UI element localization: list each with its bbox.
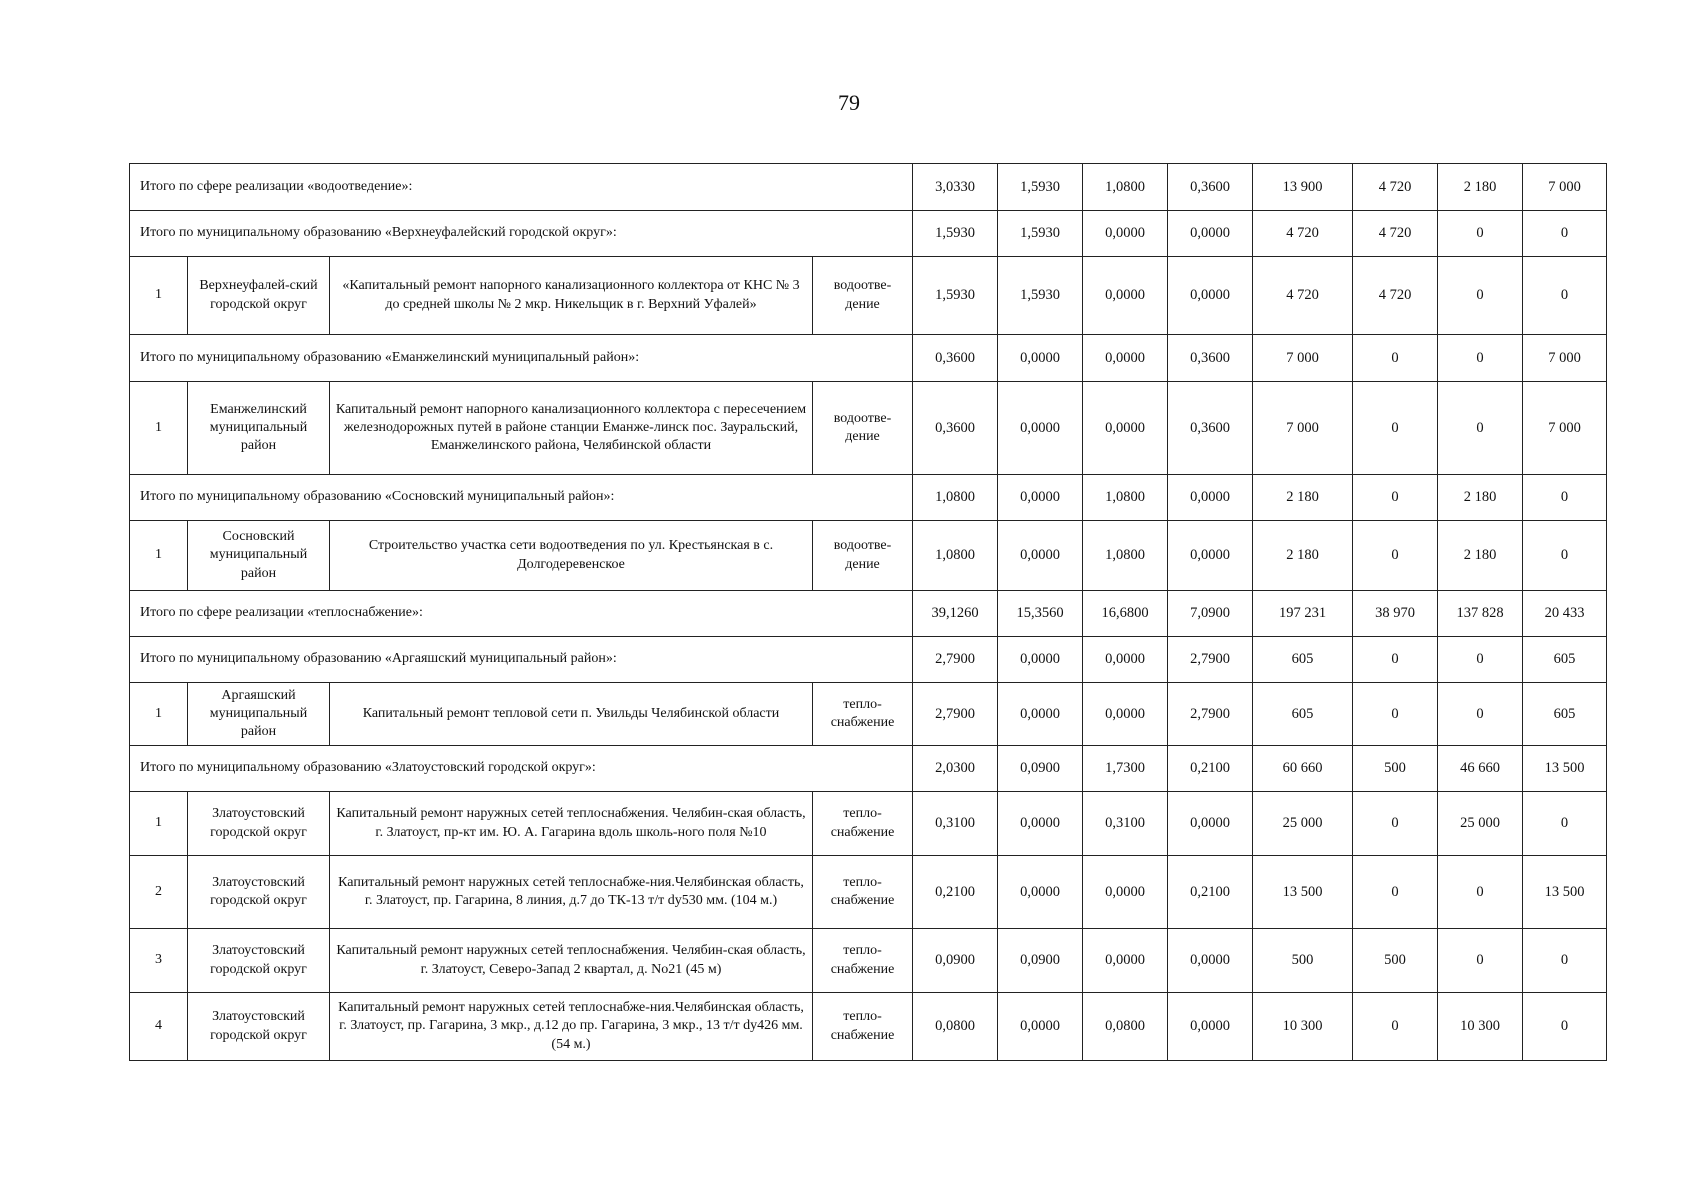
value-cell: 0,0000 <box>1168 792 1253 856</box>
project-description: Капитальный ремонт напорного канализационного коллектора с пересечением железнодорожных путей в районе станции Еманже-линск пос. Зауральский, Еманжелинского района, Челябинской области <box>330 382 813 475</box>
value-cell: 0 <box>1523 257 1607 335</box>
value-cell: 0,0000 <box>998 792 1083 856</box>
summary-label: Итого по сфере реализации «теплоснабжение»: <box>130 591 913 637</box>
project-description: Капитальный ремонт наружных сетей теплоснабже-ния.Челябинская область, г. Златоуст, пр. Гагарина, 3 мкр., д.12 до пр. Гагарина, 3 мкр., 13 т/т dy426 мм. (54 м.) <box>330 993 813 1061</box>
value-cell: 13 500 <box>1523 746 1607 792</box>
value-cell: 0,3100 <box>913 792 998 856</box>
row-number: 1 <box>130 257 188 335</box>
value-cell: 0,0000 <box>998 993 1083 1061</box>
value-cell: 0 <box>1523 475 1607 521</box>
value-cell: 3,0330 <box>913 164 998 211</box>
value-cell: 1,5930 <box>913 211 998 257</box>
value-cell: 0,3100 <box>1083 792 1168 856</box>
sphere-name: тепло-снабжение <box>813 792 913 856</box>
value-cell: 0 <box>1353 521 1438 591</box>
value-cell: 0 <box>1353 335 1438 382</box>
value-cell: 1,5930 <box>998 257 1083 335</box>
item-row <box>130 929 1607 993</box>
value-cell: 0,0000 <box>1083 382 1168 475</box>
value-cell: 0,0000 <box>1083 257 1168 335</box>
value-cell: 10 300 <box>1438 993 1523 1061</box>
value-cell: 2 180 <box>1438 521 1523 591</box>
municipality-name: Верхнеуфалей-ский городской округ <box>188 257 330 335</box>
value-cell: 0,3600 <box>913 335 998 382</box>
value-cell: 0 <box>1438 335 1523 382</box>
summary-row <box>130 335 1607 382</box>
row-number: 1 <box>130 382 188 475</box>
summary-label: Итого по муниципальному образованию «Сосновский муниципальный район»: <box>130 475 913 521</box>
value-cell: 500 <box>1253 929 1353 993</box>
value-cell: 0,0000 <box>998 856 1083 929</box>
value-cell: 13 500 <box>1523 856 1607 929</box>
value-cell: 0,0000 <box>1168 211 1253 257</box>
value-cell: 7 000 <box>1523 164 1607 211</box>
value-cell: 2,0300 <box>913 746 998 792</box>
summary-label: Итого по муниципальному образованию «Златоустовский городской округ»: <box>130 746 913 792</box>
summary-row <box>130 591 1607 637</box>
value-cell: 0,3600 <box>1168 164 1253 211</box>
value-cell: 0 <box>1438 929 1523 993</box>
value-cell: 7 000 <box>1523 382 1607 475</box>
value-cell: 13 500 <box>1253 856 1353 929</box>
row-number: 4 <box>130 993 188 1061</box>
program-table <box>129 163 1607 1061</box>
sphere-name: тепло-снабжение <box>813 929 913 993</box>
item-row <box>130 993 1607 1061</box>
value-cell: 0 <box>1438 257 1523 335</box>
value-cell: 4 720 <box>1253 211 1353 257</box>
value-cell: 0 <box>1353 856 1438 929</box>
municipality-name: Златоустовский городской округ <box>188 993 330 1061</box>
value-cell: 0,0000 <box>1083 335 1168 382</box>
item-row <box>130 683 1607 746</box>
value-cell: 1,0800 <box>1083 475 1168 521</box>
municipality-name: Златоустовский городской округ <box>188 792 330 856</box>
value-cell: 0,0000 <box>1083 683 1168 746</box>
value-cell: 7 000 <box>1523 335 1607 382</box>
value-cell: 0 <box>1353 792 1438 856</box>
value-cell: 2 180 <box>1253 475 1353 521</box>
value-cell: 0 <box>1438 856 1523 929</box>
value-cell: 0 <box>1523 211 1607 257</box>
value-cell: 0,0000 <box>998 335 1083 382</box>
value-cell: 605 <box>1253 683 1353 746</box>
value-cell: 0,0000 <box>998 382 1083 475</box>
value-cell: 0,2100 <box>1168 856 1253 929</box>
value-cell: 2 180 <box>1253 521 1353 591</box>
value-cell: 2 180 <box>1438 164 1523 211</box>
project-description: Строительство участка сети водоотведения по ул. Крестьянская в с. Долгодеревенское <box>330 521 813 591</box>
value-cell: 38 970 <box>1353 591 1438 637</box>
value-cell: 16,6800 <box>1083 591 1168 637</box>
value-cell: 1,0800 <box>1083 164 1168 211</box>
value-cell: 4 720 <box>1353 211 1438 257</box>
value-cell: 0 <box>1523 792 1607 856</box>
value-cell: 0,0900 <box>998 746 1083 792</box>
value-cell: 605 <box>1523 683 1607 746</box>
value-cell: 0 <box>1353 993 1438 1061</box>
value-cell: 46 660 <box>1438 746 1523 792</box>
value-cell: 0,0000 <box>1083 211 1168 257</box>
value-cell: 2,7900 <box>1168 683 1253 746</box>
summary-row <box>130 746 1607 792</box>
summary-row <box>130 164 1607 211</box>
value-cell: 0 <box>1353 382 1438 475</box>
value-cell: 1,5930 <box>913 257 998 335</box>
value-cell: 1,7300 <box>1083 746 1168 792</box>
value-cell: 500 <box>1353 746 1438 792</box>
value-cell: 1,5930 <box>998 211 1083 257</box>
municipality-name: Сосновский муниципальный район <box>188 521 330 591</box>
municipality-name: Златоустовский городской округ <box>188 856 330 929</box>
value-cell: 2,7900 <box>913 637 998 683</box>
item-row <box>130 792 1607 856</box>
value-cell: 0 <box>1353 475 1438 521</box>
value-cell: 0,0000 <box>1083 929 1168 993</box>
value-cell: 15,3560 <box>998 591 1083 637</box>
value-cell: 0,0000 <box>998 637 1083 683</box>
value-cell: 0 <box>1353 637 1438 683</box>
value-cell: 0,0000 <box>1168 257 1253 335</box>
value-cell: 0 <box>1438 382 1523 475</box>
project-description: Капитальный ремонт тепловой сети п. Увильды Челябинской области <box>330 683 813 746</box>
value-cell: 60 660 <box>1253 746 1353 792</box>
value-cell: 500 <box>1353 929 1438 993</box>
value-cell: 0,0000 <box>1168 521 1253 591</box>
value-cell: 0 <box>1438 637 1523 683</box>
value-cell: 2,7900 <box>913 683 998 746</box>
sphere-name: тепло-снабжение <box>813 856 913 929</box>
value-cell: 0,0000 <box>1168 475 1253 521</box>
value-cell: 0,0800 <box>913 993 998 1061</box>
page-number: 79 <box>838 90 860 115</box>
value-cell: 0,0000 <box>1083 856 1168 929</box>
sphere-name: тепло-снабжение <box>813 993 913 1061</box>
row-number: 2 <box>130 856 188 929</box>
summary-row <box>130 211 1607 257</box>
sphere-name: тепло-снабжение <box>813 683 913 746</box>
sphere-name: водоотве-дение <box>813 382 913 475</box>
summary-label: Итого по муниципальному образованию «Верхнеуфалейский городской округ»: <box>130 211 913 257</box>
value-cell: 0,2100 <box>1168 746 1253 792</box>
value-cell: 20 433 <box>1523 591 1607 637</box>
value-cell: 10 300 <box>1253 993 1353 1061</box>
value-cell: 197 231 <box>1253 591 1353 637</box>
item-row <box>130 521 1607 591</box>
value-cell: 0,0900 <box>998 929 1083 993</box>
value-cell: 25 000 <box>1253 792 1353 856</box>
project-description: Капитальный ремонт наружных сетей теплоснабжения. Челябин-ская область, г. Златоуст, пр-кт им. Ю. А. Гагарина вдоль школь-ного поля №10 <box>330 792 813 856</box>
value-cell: 7 000 <box>1253 335 1353 382</box>
value-cell: 0 <box>1438 211 1523 257</box>
value-cell: 0,0000 <box>1083 637 1168 683</box>
row-number: 1 <box>130 683 188 746</box>
project-description: Капитальный ремонт наружных сетей теплоснабжения. Челябин-ская область, г. Златоуст, Северо-Запад 2 квартал, д. No21 (45 м) <box>330 929 813 993</box>
item-row <box>130 856 1607 929</box>
value-cell: 39,1260 <box>913 591 998 637</box>
value-cell: 0 <box>1523 929 1607 993</box>
value-cell: 137 828 <box>1438 591 1523 637</box>
value-cell: 0 <box>1353 683 1438 746</box>
sphere-name: водоотве-дение <box>813 257 913 335</box>
summary-label: Итого по муниципальному образованию «Еманжелинский муниципальный район»: <box>130 335 913 382</box>
value-cell: 0,0000 <box>998 521 1083 591</box>
value-cell: 0,0800 <box>1083 993 1168 1061</box>
project-description: Капитальный ремонт наружных сетей теплоснабже-ния.Челябинская область, г. Златоуст, пр. Гагарина, 8 линия, д.7 до ТК-13 т/т dy530 мм. (104 м.) <box>330 856 813 929</box>
value-cell: 0 <box>1523 521 1607 591</box>
value-cell: 0,0900 <box>913 929 998 993</box>
value-cell: 2,7900 <box>1168 637 1253 683</box>
value-cell: 605 <box>1253 637 1353 683</box>
value-cell: 2 180 <box>1438 475 1523 521</box>
summary-row <box>130 637 1607 683</box>
sphere-name: водоотве-дение <box>813 521 913 591</box>
value-cell: 4 720 <box>1353 257 1438 335</box>
value-cell: 7 000 <box>1253 382 1353 475</box>
value-cell: 4 720 <box>1353 164 1438 211</box>
municipality-name: Еманжелинский муниципальный район <box>188 382 330 475</box>
value-cell: 0,3600 <box>913 382 998 475</box>
value-cell: 1,5930 <box>998 164 1083 211</box>
value-cell: 4 720 <box>1253 257 1353 335</box>
value-cell: 0 <box>1523 993 1607 1061</box>
value-cell: 1,0800 <box>913 521 998 591</box>
summary-row <box>130 475 1607 521</box>
value-cell: 0,0000 <box>998 475 1083 521</box>
row-number: 1 <box>130 521 188 591</box>
summary-label: Итого по муниципальному образованию «Аргаяшский муниципальный район»: <box>130 637 913 683</box>
summary-label: Итого по сфере реализации «водоотведение»: <box>130 164 913 211</box>
value-cell: 0,0000 <box>998 683 1083 746</box>
municipality-name: Аргаяшский муниципальный район <box>188 683 330 746</box>
municipality-name: Златоустовский городской округ <box>188 929 330 993</box>
value-cell: 7,0900 <box>1168 591 1253 637</box>
value-cell: 0,0000 <box>1168 993 1253 1061</box>
value-cell: 0,3600 <box>1168 335 1253 382</box>
project-description: «Капитальный ремонт напорного канализационного коллектора от КНС № 3 до средней школы № 2 мкр. Никельщик в г. Верхний Уфалей» <box>330 257 813 335</box>
item-row <box>130 257 1607 335</box>
value-cell: 1,0800 <box>913 475 998 521</box>
value-cell: 0,0000 <box>1168 929 1253 993</box>
value-cell: 0 <box>1438 683 1523 746</box>
value-cell: 605 <box>1523 637 1607 683</box>
value-cell: 13 900 <box>1253 164 1353 211</box>
table-body <box>130 164 1607 1061</box>
row-number: 1 <box>130 792 188 856</box>
value-cell: 0,3600 <box>1168 382 1253 475</box>
value-cell: 25 000 <box>1438 792 1523 856</box>
item-row <box>130 382 1607 475</box>
row-number: 3 <box>130 929 188 993</box>
value-cell: 0,2100 <box>913 856 998 929</box>
value-cell: 1,0800 <box>1083 521 1168 591</box>
